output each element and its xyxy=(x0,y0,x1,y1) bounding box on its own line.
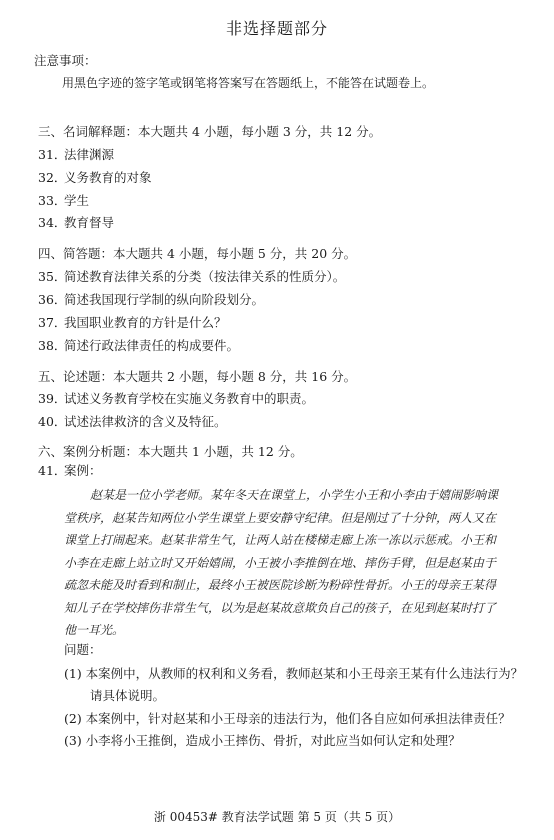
sub-question-1-cont: 请具体说明。 xyxy=(90,688,166,703)
question-38 xyxy=(38,338,239,354)
question-text: 简述我国现行学制的纵向阶段划分。 xyxy=(64,292,265,307)
question-text: 我国职业教育的方针是什么？ xyxy=(64,315,227,330)
case-line: 他一耳光。 xyxy=(64,623,125,637)
question-text: 简述行政法律责任的构成要件。 xyxy=(64,338,240,353)
case-label: 案例： xyxy=(64,463,102,478)
question-text: 教育督导 xyxy=(64,215,115,230)
case-line: 堂秩序，赵某告知两位小学生课堂上要安静守纪律。但是刚过了十分钟，两人又在 xyxy=(64,510,497,525)
case-line: 课堂上打闹起来。赵某非常生气，让两人站在楼梯走廊上冻一冻以示惩戒。小王和 xyxy=(64,533,497,547)
notice-heading: 注意事项： xyxy=(34,53,97,68)
question-text: 法律渊源 xyxy=(64,147,115,162)
sub-question-1: (1) 本案例中，从教师的权利和义务看，教师赵某和小王母亲王某有什么违法行为？ xyxy=(64,666,524,681)
case-text xyxy=(64,484,504,642)
notice-text: 用黑色字迹的签字笔或钢笔将答案写在答题纸上，不能答在试题卷上。 xyxy=(62,76,435,90)
question-text: 义务教育的对象 xyxy=(64,170,152,185)
case-line: 小李在走廊上站立时又开始嬉闹，小王被小李推倒在地、摔伤手臂，但是赵某由于 xyxy=(64,555,497,570)
question-number: 36． xyxy=(38,292,67,307)
question-text: 简述教育法律关系的分类（按法律关系的性质分）。 xyxy=(64,269,346,284)
section-4-heading: 四、简答题：本大题共 4 小题，每小题 5 分，共 20 分。 xyxy=(38,246,357,261)
case-line: 知儿子在学校摔伤非常生气，以为是赵某故意欺负自己的孩子，在见到赵某时打了 xyxy=(64,600,497,615)
question-number: 35． xyxy=(38,269,67,284)
question-text: 试述义务教育学校在实施义务教育中的职责。 xyxy=(64,391,315,406)
question-number: 33． xyxy=(38,193,67,208)
question-number: 37． xyxy=(38,315,67,330)
question-number: 32． xyxy=(38,170,67,185)
question-text: 学生 xyxy=(64,193,90,208)
question-text: 试述法律救济的含义及特征。 xyxy=(64,414,227,429)
case-line: 赵某是一位小学老师。某年冬天在课堂上，小学生小王和小李由于嬉闹影响课 xyxy=(90,488,499,502)
question-number: 38． xyxy=(38,338,67,353)
question-label: 问题： xyxy=(64,642,102,657)
section-5-heading: 五、论述题：本大题共 2 小题，每小题 8 分，共 16 分。 xyxy=(38,369,357,384)
page-title: 非选择题部分 xyxy=(225,19,328,38)
question-37 xyxy=(38,315,227,331)
question-36 xyxy=(38,292,264,308)
question-35 xyxy=(38,269,345,285)
page-footer: 浙 00453# 教育法学试题 第 5 页（共 5 页） xyxy=(153,810,401,824)
sub-question-2: (2) 本案例中，针对赵某和小王母亲的违法行为，他们各自应如何承担法律责任？ xyxy=(64,711,511,726)
question-number: 39． xyxy=(38,391,67,406)
question-number: 31． xyxy=(38,147,67,162)
section-6-heading: 六、案例分析题：本大题共 1 小题，共 12 分。 xyxy=(38,444,303,459)
question-40 xyxy=(38,414,227,430)
question-41 xyxy=(38,463,102,479)
question-32 xyxy=(38,170,152,186)
question-33 xyxy=(38,193,89,209)
section-3-heading: 三、名词解释题：本大题共 4 小题，每小题 3 分，共 12 分。 xyxy=(38,124,382,139)
question-31 xyxy=(38,147,114,163)
question-number: 41． xyxy=(38,463,67,478)
sub-question-3: (3) 小李将小王推倒，造成小王摔伤、骨折，对此应当如何认定和处理？ xyxy=(64,733,461,748)
case-line: 疏忽未能及时看到和制止，最终小王被医院诊断为粉碎性骨折。小王的母亲王某得 xyxy=(64,578,497,592)
question-34 xyxy=(38,215,114,231)
question-number: 40． xyxy=(38,414,67,429)
question-number: 34． xyxy=(38,215,67,230)
question-39 xyxy=(38,391,314,407)
